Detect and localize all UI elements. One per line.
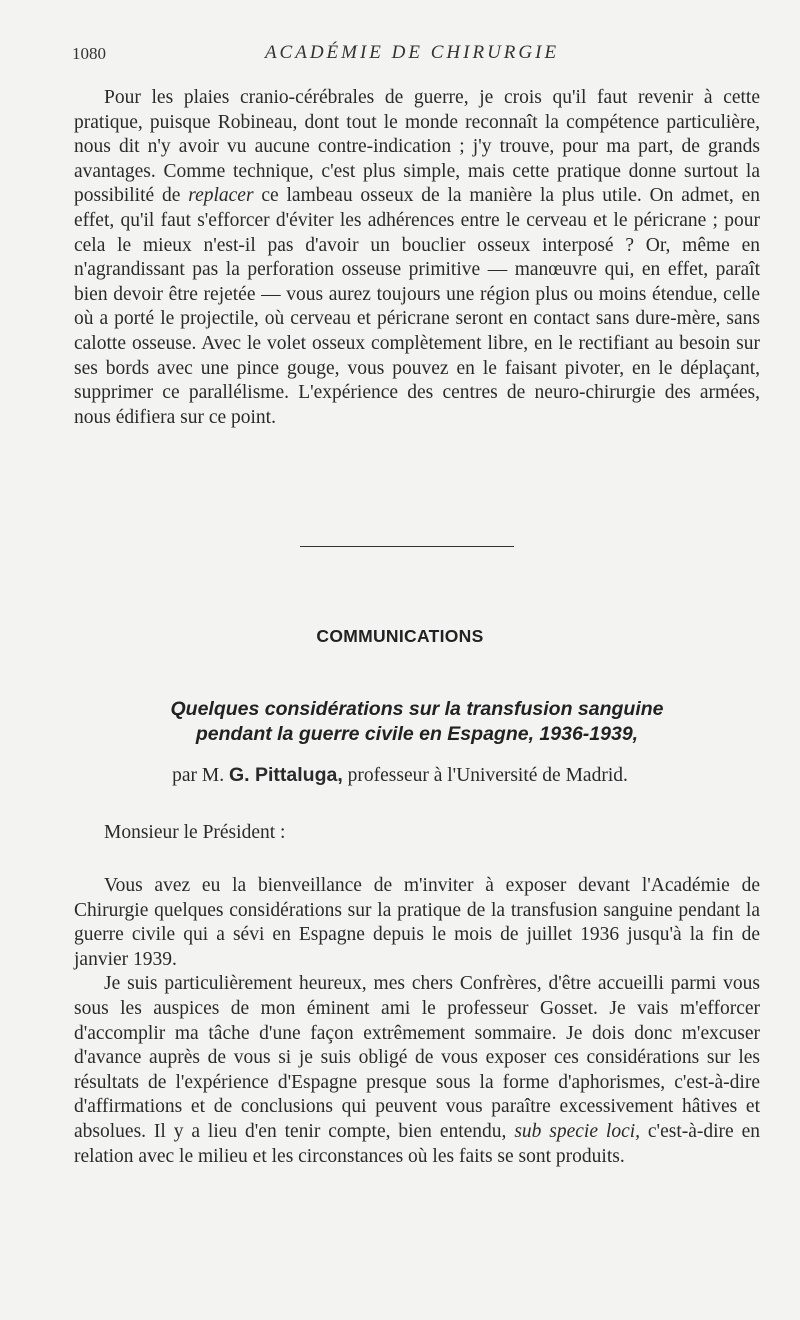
discussion-text xyxy=(74,86,760,430)
author-name: G. Pittaluga, xyxy=(229,764,343,786)
page-header xyxy=(72,40,752,70)
byline-prefix: par M. xyxy=(172,765,229,786)
emphasis-replacer: replacer xyxy=(188,185,254,207)
section-divider xyxy=(300,546,514,547)
paragraph-1-text-b: ce lambeau osseux de la manière la plus utile. On admet, en effet, qu'il faut s'efforcer d'éviter les adhérences entre le cerveau et le péricrane ; pour cela le mieux n'est-il pas d'avoir un bouclier osseux interposé ? Or, même en n'agrandissant pas la perforation osseuse primitive — manœuvre qui, en effet, paraît bien devoir être rejetée — vous aurez toujours une région plus ou moins étendue, celle où a porté le projectile, où cerveau et péricrane seront en contact sans dure-mère, sans calotte osseuse. Avec le volet osseux complètement libre, en le rectifiant au besoin sur ses bords avec une pince gouge, vous pouvez en le faisant pivoter, en le déplaçant, supprimer ce parallélisme. L'expérience des centres de neuro-chirurgie des armées, nous édifiera sur ce point. xyxy=(74,185,760,428)
article-body xyxy=(74,874,760,1169)
paragraph-3-text-a: Je suis particulièrement heureux, mes chers Confrères, d'être accueilli parmi vous sous les auspices de mon éminent ami le professeur Gosset. Je vais m'efforcer d'accomplir ma tâche d'une façon extrêmement sommaire. Je dois donc m'excuser d'avance auprès de vous si je suis obligé de vous exposer ces considérations sur les résultats de l'expérience d'Espagne presque sous la forme d'aphorismes, c'est-à-dire d'affirmations et de conclusions qui peuvent vous paraître excessivement hâtives et absolues. Il y a lieu d'en tenir compte, bien entendu, xyxy=(74,973,760,1142)
salutation: Monsieur le Président : xyxy=(104,822,286,843)
article-title-line-1: Quelques considérations sur la transfusion sanguine xyxy=(170,698,664,720)
paragraph-3 xyxy=(74,972,760,1169)
byline xyxy=(0,764,800,787)
page-number: 1080 xyxy=(72,44,106,63)
running-title: ACADÉMIE DE CHIRURGIE xyxy=(264,42,560,63)
article-title-line-2: pendant la guerre civile en Espagne, 1936-1939, xyxy=(195,723,639,745)
paragraph-3-text-b: c'est-à-dire en relation avec le milieu et les circonstances où les faits se sont produits. xyxy=(74,1120,760,1167)
section-heading: COMMUNICATIONS xyxy=(316,626,484,646)
paragraph-1 xyxy=(74,86,760,430)
paragraph-2: Vous avez eu la bienveillance de m'inviter à exposer devant l'Académie de Chirurgie quelques considérations sur la pratique de la transfusion sanguine pendant la guerre civile qui a sévi en Espagne depuis le mois de juillet 1936 jusqu'à la fin de janvier 1939. xyxy=(74,875,760,970)
byline-affiliation: professeur à l'Université de Madrid. xyxy=(342,765,628,786)
paragraph-1-text-a: Pour les plaies cranio-cérébrales de guerre, je crois qu'il faut revenir à cette pratique, puisque Robineau, dont tout le monde reconnaît la compétence particulière, nous dit n'y avoir vu aucune contre-indication ; j'y trouve, pour ma part, de grands avantages. Comme technique, c'est plus simple, mais cette pratique donne surtout la possibilité de xyxy=(74,87,760,207)
emphasis-sub-specie-loci: sub specie loci, xyxy=(514,1120,641,1142)
article-title xyxy=(74,697,760,747)
